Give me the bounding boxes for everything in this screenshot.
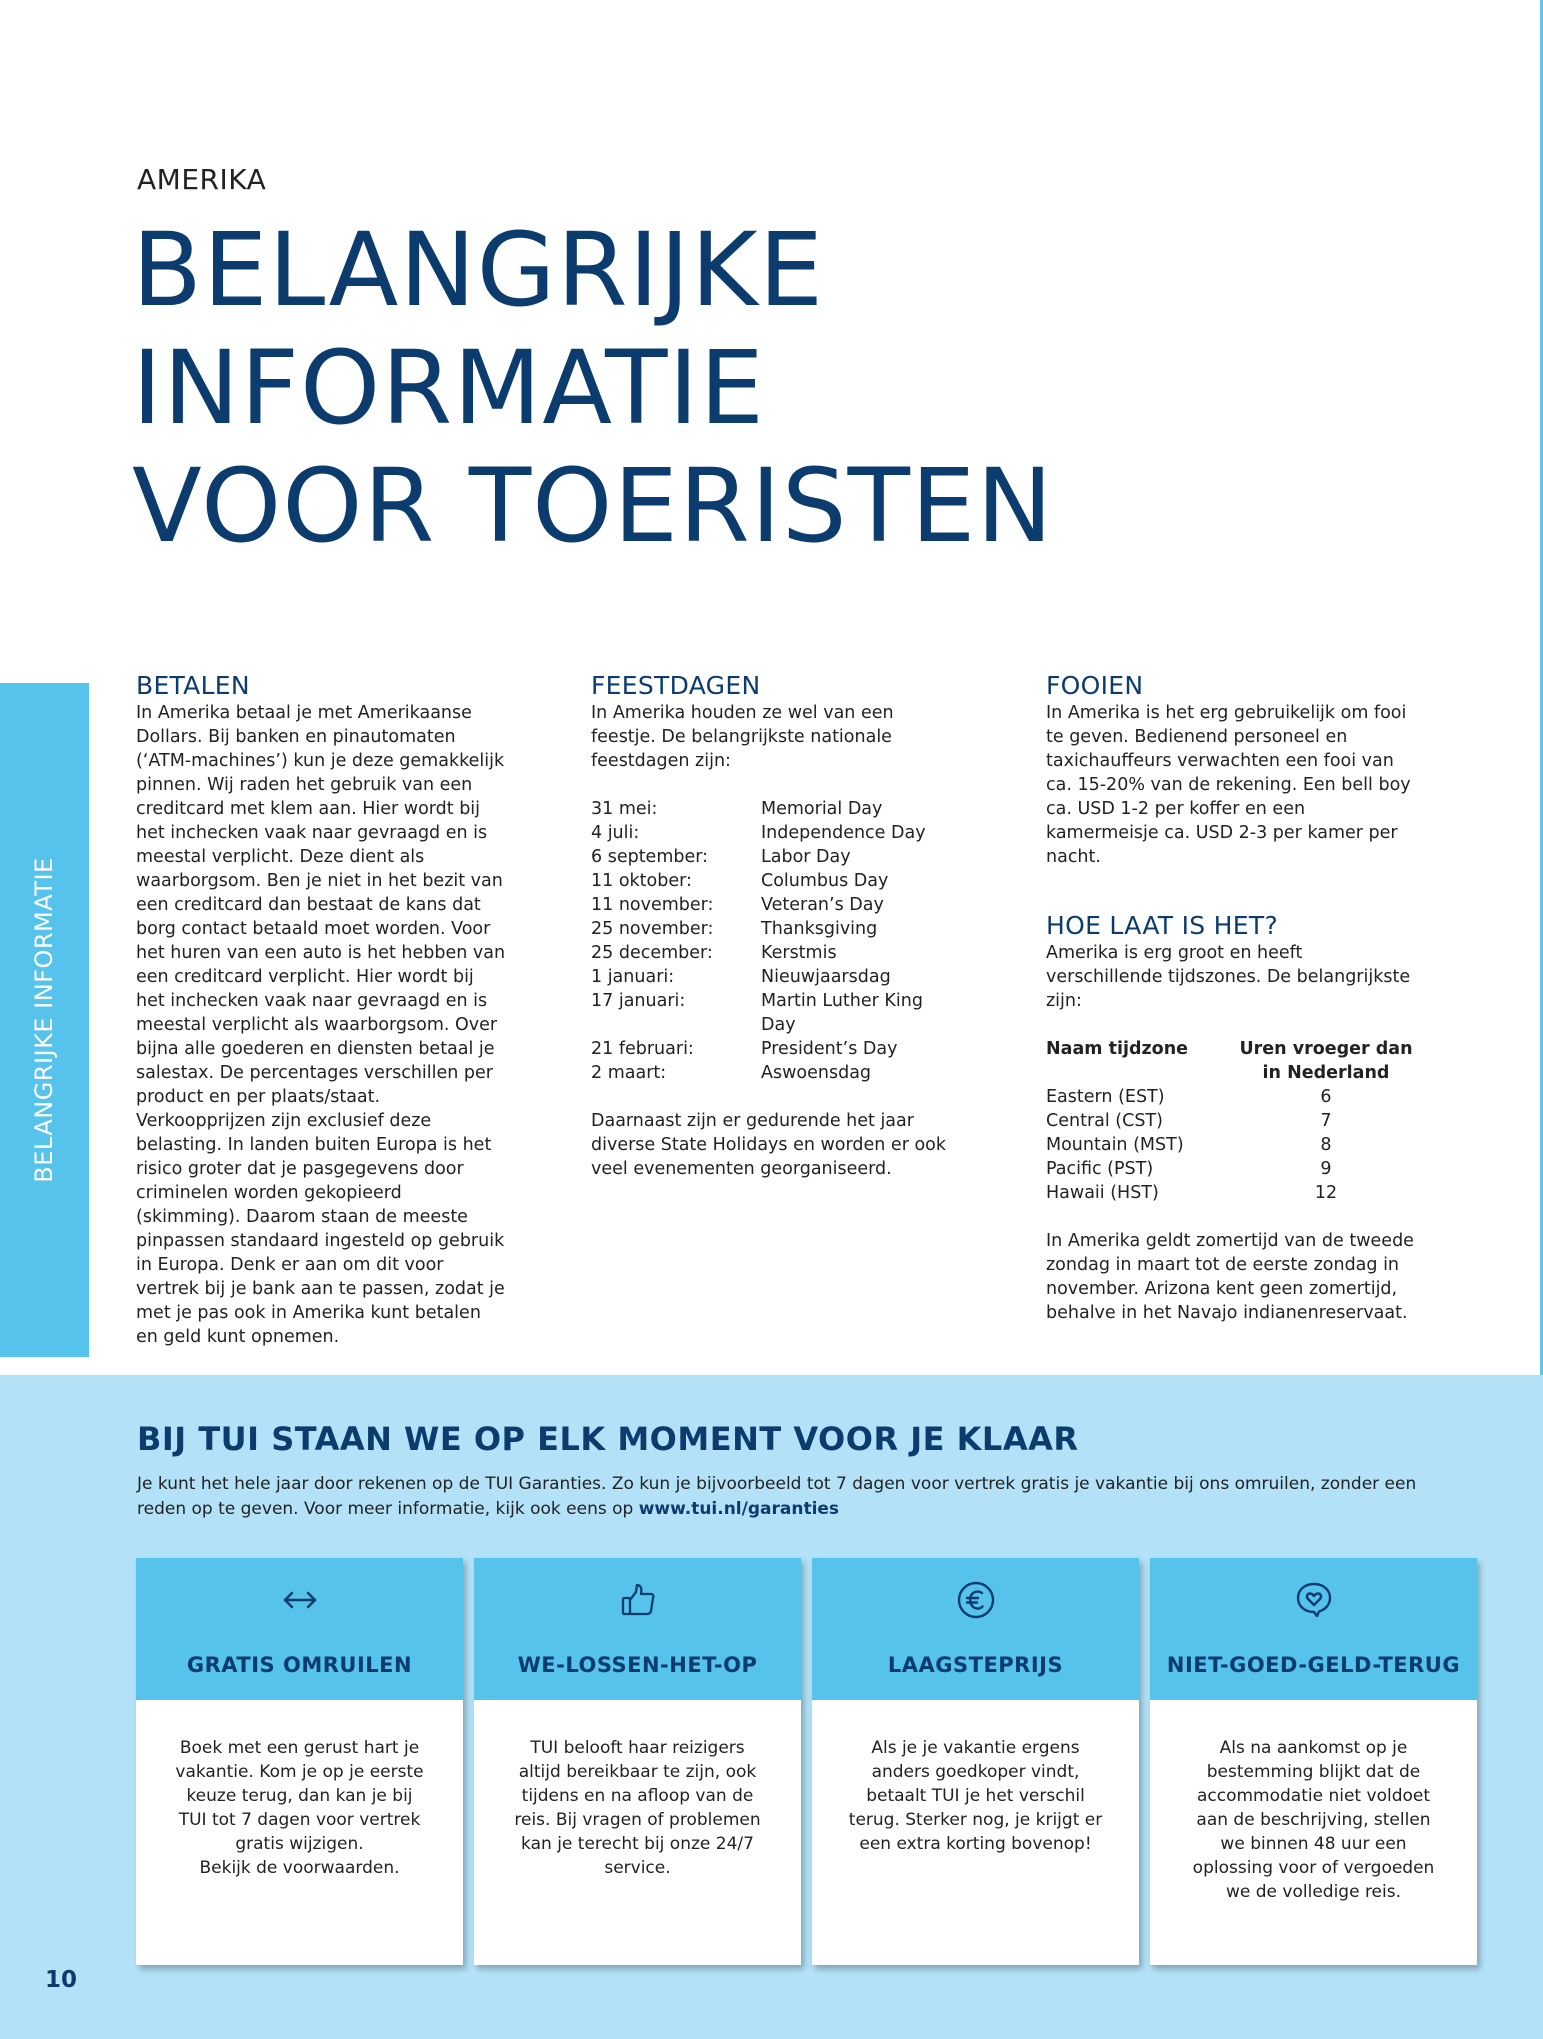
betalen-text: In Amerika betaal je met Amerikaanse Dollars. Bij banken en pinautomaten (‘ATM-machines’) kun je deze gemakkelijk pinnen. Wij raden het gebruik van een creditcard met klem aan. Hier wordt bij het inchecken vaak naar gevraagd en is meestal verplicht. Deze dient als waarborgsom. Ben je niet in het bezit van een creditcard dan bestaat de kans dat borg contact betaald moet worden. Voor het huren van een auto is het hebben van een creditcard verplicht. Hier wordt bij het inchecken vaak naar gevraagd en is meestal verplicht als waarborgsom. Over bijna alle goederen en diensten betaal je salestax. De percentages verschillen per product en per plaats/staat. Verkoopprijzen zijn exclusief deze belasting. In landen buiten Europa is het risico groter dat je pasgegevens door criminelen worden gekopieerd (skimming). Daarom staan de meeste pinpassen standaard ingesteld op gebruik in Europa. Denk er aan om dit voor vertrek bij je bank aan te passen, zodat je met je pas ook in Amerika kunt betalen en geld kunt opnemen. xyxy=(136,703,506,1347)
card-gratis-omruilen xyxy=(136,1558,463,1965)
side-tab-label: BELANGRIJKE INFORMATIE xyxy=(30,857,58,1183)
zone-hours: 12 xyxy=(1314,1183,1338,1203)
table-row xyxy=(591,1061,961,1085)
table-row xyxy=(591,1037,961,1061)
zone-name: Central (CST) xyxy=(1046,1111,1163,1131)
guarantees-heading: BIJ TUI STAAN WE OP ELK MOMENT VOOR JE KLAAR xyxy=(137,1420,1079,1458)
holiday-name: President’s Day xyxy=(761,1039,898,1059)
fooien-section xyxy=(1046,671,1446,1325)
feestdagen-heading: FEESTDAGEN xyxy=(591,671,761,700)
holiday-name: Memorial Day xyxy=(761,799,883,819)
table-row xyxy=(591,797,961,821)
holiday-name: Nieuwjaarsdag xyxy=(761,967,891,987)
card-header xyxy=(812,1558,1139,1700)
tijd-heading: HOE LAAT IS HET? xyxy=(1046,911,1279,940)
page-title-line-1: BELANGRIJKE xyxy=(132,211,825,330)
zone-hours: 8 xyxy=(1320,1135,1332,1155)
holiday-name: Columbus Day xyxy=(761,871,889,891)
table-row xyxy=(591,965,961,989)
guarantees-intro xyxy=(137,1472,1457,1522)
guarantees-link[interactable]: www.tui.nl/garanties xyxy=(638,1499,840,1519)
tijd-intro: Amerika is erg groot en heeft verschillende tijdszones. De belangrijkste zijn: xyxy=(1046,943,1411,1011)
col-header-hours xyxy=(1236,1037,1416,1085)
page-title xyxy=(132,212,1054,566)
table-row xyxy=(591,893,961,917)
card-title: GRATIS OMRUILEN xyxy=(186,1653,413,1677)
card-text: Boek met een gerust hart je vakantie. Kom je op je eerste keuze terug, dan kan je bij TUI tot 7 dagen voor vertrek gratis wijzigen. Bekijk de voorwaarden. xyxy=(175,1738,424,1878)
holiday-name: Thanksgiving xyxy=(761,919,878,939)
col-header-zone: Naam tijdzone xyxy=(1046,1039,1189,1059)
card-text: Als na aankomst op je bestemming blijkt dat de accommodatie niet voldoet aan de beschrijving, stellen we binnen 48 uur een oplossing voor of vergoeden we de volledige reis. xyxy=(1192,1738,1435,1902)
card-text: Als je je vakantie ergens anders goedkoper vindt, betaalt TUI je het verschil terug. Sterker nog, je krijgt er een extra korting bovenop! xyxy=(848,1738,1103,1854)
table-row xyxy=(1046,1157,1416,1181)
zone-hours: 7 xyxy=(1320,1111,1332,1131)
card-we-lossen-het-op xyxy=(474,1558,801,1965)
zone-hours: 9 xyxy=(1320,1159,1332,1179)
euro-icon xyxy=(956,1580,996,1620)
table-row xyxy=(1046,1085,1416,1109)
holiday-date: 17 januari: xyxy=(591,991,686,1011)
holiday-name: Kerstmis xyxy=(761,943,837,963)
card-header xyxy=(136,1558,463,1700)
card-text: TUI belooft haar reizigers altijd bereikbaar te zijn, ook tijdens en na afloop van de reis. Bij vragen of problemen kan je terecht bij onze 24/7 service. xyxy=(514,1738,761,1878)
betalen-heading: BETALEN xyxy=(136,671,250,700)
table-row xyxy=(591,869,961,893)
table-row xyxy=(591,821,961,845)
feestdagen-outro: Daarnaast zijn er gedurende het jaar diverse State Holidays en worden er ook veel evenementen georganiseerd. xyxy=(591,1111,947,1179)
thumbs-up-icon xyxy=(618,1580,658,1620)
zone-name: Mountain (MST) xyxy=(1046,1135,1184,1155)
timezone-table xyxy=(1046,1037,1416,1205)
feestdagen-section xyxy=(591,671,961,1181)
holiday-name: Veteran’s Day xyxy=(761,895,884,915)
card-niet-goed-geld-terug xyxy=(1150,1558,1477,1965)
holiday-date: 11 oktober: xyxy=(591,871,692,891)
table-row xyxy=(591,941,961,965)
holiday-date: 21 februari: xyxy=(591,1039,694,1059)
feestdagen-intro: In Amerika houden ze wel van een feestje. De belangrijkste nationale feestdagen zijn: xyxy=(591,703,894,771)
holiday-table xyxy=(591,797,961,1085)
region-label: AMERIKA xyxy=(137,163,267,196)
card-header xyxy=(474,1558,801,1700)
fooien-text: In Amerika is het erg gebruikelijk om fooi te geven. Bedienend personeel en taxichauffeurs verwachten een fooi van ca. 15-20% van de rekening. Een bell boy ca. USD 1-2 per koffer en een kamermeisje ca. USD 2-3 per kamer per nacht. xyxy=(1046,703,1411,867)
card-title: LAAGSTEPRIJS xyxy=(887,1653,1064,1677)
holiday-name: Martin Luther King Day xyxy=(761,991,923,1035)
fooien-heading: FOOIEN xyxy=(1046,671,1144,700)
holiday-date: 1 januari: xyxy=(591,967,675,987)
card-laagsteprijs xyxy=(812,1558,1139,1965)
zone-name: Hawaii (HST) xyxy=(1046,1183,1159,1203)
betalen-section xyxy=(136,671,506,1349)
holiday-date: 31 mei: xyxy=(591,799,658,819)
holiday-name: Labor Day xyxy=(761,847,851,867)
zone-hours: 6 xyxy=(1320,1087,1332,1107)
tijd-outro: In Amerika geldt zomertijd van de tweede zondag in maart tot de eerste zondag in november. Arizona kent geen zomertijd, behalve in het Navajo indianenreservaat. xyxy=(1046,1231,1414,1323)
col-header-hours-line-1: Uren vroeger dan xyxy=(1239,1039,1413,1059)
holiday-name: Independence Day xyxy=(761,823,926,843)
heart-chat-icon xyxy=(1294,1580,1334,1620)
card-header xyxy=(1150,1558,1477,1700)
swap-arrows-icon xyxy=(280,1580,320,1620)
page-title-line-2: INFORMATIE xyxy=(132,329,765,448)
holiday-date: 4 juli: xyxy=(591,823,640,843)
holiday-date: 2 maart: xyxy=(591,1063,667,1083)
table-row xyxy=(591,845,961,869)
col-header-hours-line-2: in Nederland xyxy=(1262,1063,1390,1083)
holiday-date: 25 december: xyxy=(591,943,713,963)
zone-name: Eastern (EST) xyxy=(1046,1087,1165,1107)
card-title: NIET-GOED-GELD-TERUG xyxy=(1166,1653,1461,1677)
table-header-row xyxy=(1046,1037,1416,1085)
zone-name: Pacific (PST) xyxy=(1046,1159,1154,1179)
table-row xyxy=(1046,1109,1416,1133)
table-row xyxy=(591,989,961,1037)
page-title-line-3: VOOR TOERISTEN xyxy=(132,447,1054,566)
holiday-date: 25 november: xyxy=(591,919,714,939)
table-row xyxy=(1046,1181,1416,1205)
guarantees-intro-text: Je kunt het hele jaar door rekenen op de TUI Garanties. Zo kun je bijvoorbeeld tot 7 dagen voor vertrek gratis je vakantie bij ons omruilen, zonder een reden op te geven. Voor meer informatie, kijk ook eens op xyxy=(137,1474,1417,1519)
page-number: 10 xyxy=(45,1967,78,1993)
table-row xyxy=(591,917,961,941)
table-row xyxy=(1046,1133,1416,1157)
holiday-date: 6 september: xyxy=(591,847,709,867)
holiday-name: Aswoensdag xyxy=(761,1063,872,1083)
holiday-date: 11 november: xyxy=(591,895,714,915)
card-title: WE-LOSSEN-HET-OP xyxy=(517,1653,758,1677)
